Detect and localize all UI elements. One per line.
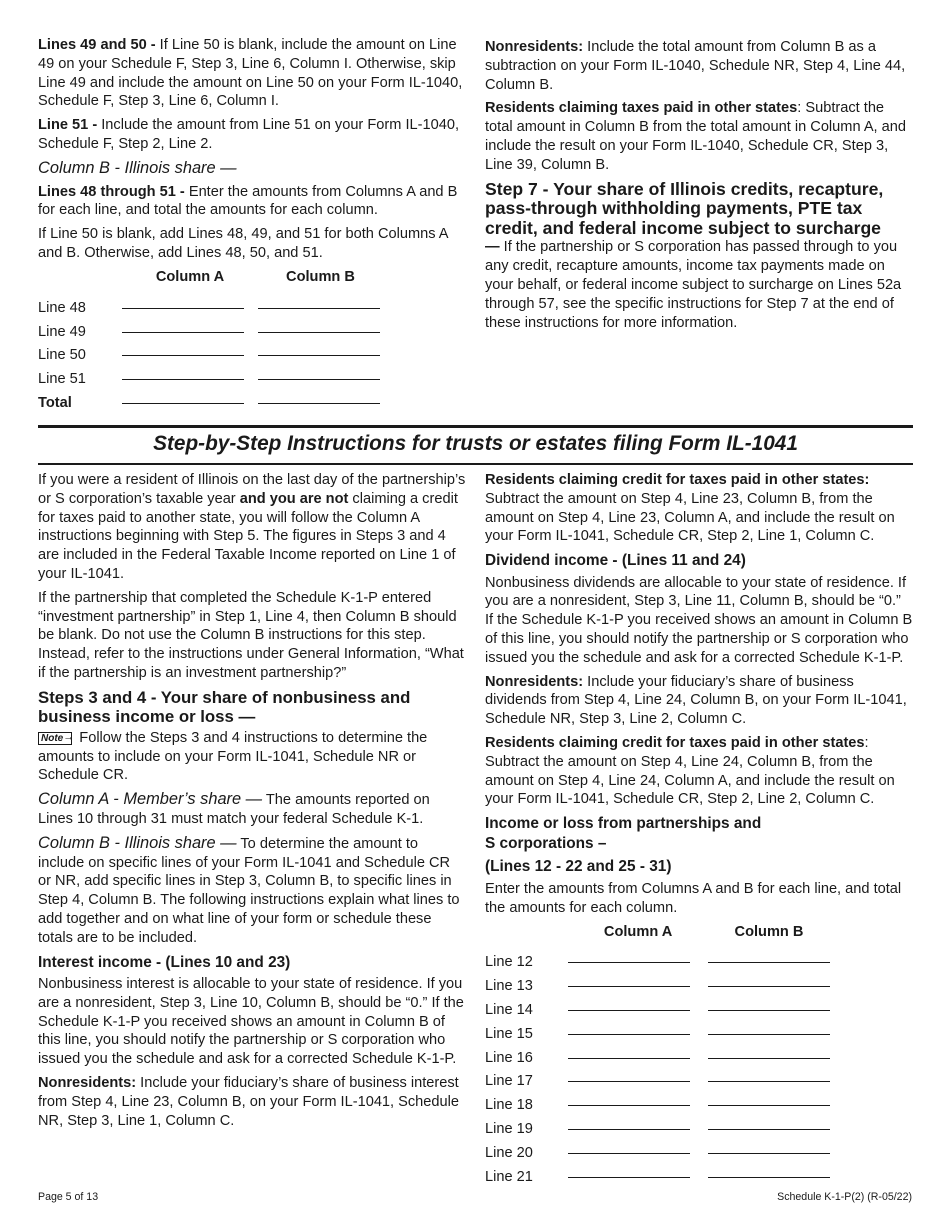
column-b-entry[interactable] [708, 1067, 830, 1091]
column-b-entry[interactable] [708, 1115, 830, 1139]
step-7-text: If the partnership or S corporation has passed through to you any credit, recapture amounts, income tax payments made on your behalf, or federal income subject to surcharge on Lines 52a through 57, see the specific instructions for Step 7 at the end of these instructions for more information. [485, 239, 902, 331]
column-a-entry[interactable] [568, 948, 708, 972]
column-a-entry[interactable] [568, 1091, 708, 1115]
residents-heading: Residents claiming taxes paid in other states [485, 100, 798, 117]
note-text: Follow the Steps 3 and 4 instructions to determine the amounts to include on your Form IL-1041, Schedule NR or Schedule CR. [38, 729, 428, 784]
row-label: Line 50 [38, 347, 86, 364]
nonresidents-dividend-paragraph [485, 673, 913, 729]
residents-text: Subtract the amount on Step 4, Line 23, Column B, from the amount on Step 4, Line 23, Column A, and include the result on your Form IL-1041, Schedule CR, Step 2, Line 1, Column C. [485, 490, 895, 545]
worksheet-row [485, 1139, 830, 1163]
column-b-entry[interactable] [708, 1020, 830, 1044]
column-b-entry[interactable] [708, 1044, 830, 1068]
section-banner-title: Step-by-Step Instructions for trusts or estates filing Form IL-1041 [153, 432, 798, 455]
column-a-header: Column A [155, 269, 225, 286]
step-7-paragraph [485, 238, 913, 332]
nonresidents-paragraph [485, 38, 913, 94]
column-b-paragraph [38, 834, 466, 948]
column-b-heading: Column B - Illinois share — [38, 833, 237, 852]
column-a-entry[interactable] [122, 365, 258, 389]
residents-paragraph [485, 99, 913, 174]
partnership-income-paragraph: Enter the amounts from Columns A and B for each line, and total the amounts for each column. [485, 880, 902, 916]
column-b-text: To determine the amount to include on specific lines of your Form IL-1041 and Schedule CR or NR, add specific lines in Step 3, Column B, to specific lines in Step 4, Column B. The following instructions explain what lines to add together and on what line of your form or schedule these totals are to be included. [38, 835, 460, 946]
nonresidents-text: Include your fiduciary’s share of business interest from Step 4, Line 23, Column B, on your Form IL-1041, Schedule NR, Step 3, Line 1, Column C. [38, 1075, 460, 1129]
nonresidents-text: Include the total amount from Column B as a subtraction on your Form IL-1040, Schedule NR, Step 4, Line 44, Column B. [485, 39, 906, 93]
column-a-entry[interactable] [568, 996, 708, 1020]
column-a-entry[interactable] [568, 972, 708, 996]
worksheet-row [485, 1020, 830, 1044]
residents-text: : Subtract the amount on Step 4, Line 24, Column B, from the amount on Step 4, Line 24, Column A, and include the result on your Form IL-1041, Schedule CR, Step 2, Line 2, Column C. [485, 735, 895, 808]
row-label: Line 17 [485, 1073, 533, 1090]
worksheet-row [485, 996, 830, 1020]
column-a-entry[interactable] [568, 1044, 708, 1068]
interest-income-heading: Interest income - (Lines 10 and 23) [38, 953, 291, 971]
worksheet-row [485, 972, 830, 996]
column-b-total[interactable] [258, 389, 383, 413]
partnership-income-heading-2: S corporations – [485, 834, 607, 852]
row-label: Line 15 [485, 1025, 533, 1042]
column-b-header: Column B [734, 923, 804, 940]
row-label: Line 49 [38, 323, 86, 340]
nonresidents-heading: Nonresidents: [485, 39, 584, 55]
step-7-heading: Step 7 - Your share of Illinois credits, recapture, pass-through withholding payments, PTE tax credit, and federal income subject to surcharge [485, 178, 884, 238]
column-a-entry[interactable] [568, 1067, 708, 1091]
dividend-income-heading: Dividend income - (Lines 11 and 24) [485, 552, 746, 570]
column-a-text: The amounts reported on Lines 10 through 31 must match your federal Schedule K-1. [38, 792, 430, 827]
nonresidents-text: Include your fiduciary’s share of business dividends from Step 4, Line 24, Column B, on your Form IL-1041, Schedule NR, Step 3, Line 2, Column C. [485, 673, 907, 728]
bottom-right-column [485, 471, 913, 1186]
column-b-entry[interactable] [258, 341, 383, 365]
column-b-entry[interactable] [708, 1091, 830, 1115]
residents-text: : Subtract the total amount in Column B from the total amount in Column A, and include the result on your Form IL-1040, Schedule CR, Step 3, Line 39, Column B. [485, 100, 907, 173]
row-label: Line 20 [485, 1144, 533, 1161]
top-right-column [485, 38, 913, 337]
total-label: Total [38, 394, 72, 411]
row-label: Line 14 [485, 1001, 533, 1018]
worksheet-row [485, 1044, 830, 1068]
column-b-entry[interactable] [708, 996, 830, 1020]
worksheet-row [38, 318, 383, 342]
residents-heading: Residents claiming credit for taxes paid in other states: [485, 472, 870, 488]
column-a-heading: Column A - Member’s share — [38, 790, 263, 809]
column-a-entry[interactable] [568, 1139, 708, 1163]
lines-49-50-text: If Line 50 is blank, include the amount on Line 49 on your Schedule F, Step 3, Line 6, Column I. Otherwise, skip Line 49 and include the amount on Line 50 on your Form IL-1040, Schedule F, Step 3, Line 6, Column I. [38, 37, 463, 110]
worksheet-row [38, 294, 383, 318]
worksheet-row [485, 1163, 830, 1187]
column-b-entry[interactable] [708, 1139, 830, 1163]
row-label: Line 12 [485, 954, 533, 971]
worksheet-lines-12-21 [485, 922, 830, 1186]
column-a-entry[interactable] [122, 341, 258, 365]
column-b-entry[interactable] [708, 972, 830, 996]
step-7-dash: — [485, 239, 500, 256]
worksheet-row [485, 1091, 830, 1115]
bottom-left-column [38, 471, 466, 1135]
column-b-entry[interactable] [258, 318, 383, 342]
line-50-blank-paragraph: If Line 50 is blank, add Lines 48, 49, and 51 for both Columns A and B. Otherwise, add Lines 48, 50, and 51. [38, 226, 448, 261]
line-51-text: Include the amount from Line 51 on your Form IL-1040, Schedule F, Step 2, Line 2. [38, 117, 460, 152]
partnership-income-heading-3: (Lines 12 - 22 and 25 - 31) [485, 858, 672, 876]
worksheet-row [485, 948, 830, 972]
column-a-entry[interactable] [122, 318, 258, 342]
lines-49-50-paragraph [38, 36, 466, 111]
row-label: Line 21 [485, 1168, 533, 1185]
lines-48-51-heading: Lines 48 through 51 - [38, 183, 185, 200]
nonresidents-heading: Nonresidents: [38, 1075, 137, 1092]
dividend-income-paragraph: Nonbusiness dividends are allocable to your state of residence. If you are a nonresident, Step 3, Line 11, Column B, should be “0.” If the Schedule K-1-P you received shows an amount in Column B of this line, you should notify the partnership or S corporation who issued you the schedule and ask for a corrected Schedule K-1-P. [485, 574, 913, 666]
intro-text-a: If you were a resident of Illinois on the last day of the partnership’s or S corporation’s taxable year [38, 472, 466, 507]
column-b-entry[interactable] [708, 948, 830, 972]
row-label: Line 19 [485, 1120, 533, 1137]
worksheet-row [38, 365, 383, 389]
column-a-total[interactable] [122, 389, 258, 413]
worksheet-row [38, 341, 383, 365]
row-label: Line 16 [485, 1049, 533, 1066]
worksheet-row [485, 1067, 830, 1091]
column-a-paragraph [38, 790, 466, 829]
worksheet-total-row [38, 389, 383, 413]
column-b-entry[interactable] [258, 294, 383, 318]
page-number: Page 5 of 13 [38, 1191, 99, 1203]
lines-48-51-text: Enter the amounts from Columns A and B for each line, and total the amounts for each column. [38, 183, 458, 219]
column-a-entry[interactable] [568, 1163, 708, 1187]
residents-heading: Residents claiming credit for taxes paid in other states [485, 735, 865, 752]
note-icon: Note → [38, 732, 72, 745]
column-b-entry[interactable] [258, 365, 383, 389]
residents-interest-paragraph [485, 471, 913, 546]
residents-dividend-paragraph [485, 734, 913, 809]
form-identifier: Schedule K-1-P(2) (R-05/22) [777, 1191, 912, 1203]
row-label: Line 48 [38, 299, 86, 316]
interest-income-paragraph: Nonbusiness interest is allocable to your state of residence. If you are a nonresident, Step 3, Line 10, Column B, should be “0.” If the Schedule K-1-P you received shows an amount in Column B of this line, you should notify the partnership or S corporation who issued you the schedule and ask for a corrected Schedule K-1-P. [38, 976, 464, 1068]
intro-paragraph [38, 471, 466, 584]
banner-rule-bottom [38, 463, 913, 465]
column-a-entry[interactable] [122, 294, 258, 318]
partnership-income-heading-1: Income or loss from partnerships and [485, 815, 762, 833]
column-b-header: Column B [286, 269, 355, 286]
column-a-entry[interactable] [568, 1115, 708, 1139]
banner-rule-top [38, 425, 913, 428]
line-51-paragraph [38, 116, 466, 154]
nonresidents-interest-paragraph [38, 1074, 466, 1130]
column-a-header: Column A [603, 923, 673, 940]
note-paragraph [38, 729, 466, 785]
lines-48-51-paragraph [38, 183, 466, 221]
worksheet-lines-48-51 [38, 268, 383, 413]
worksheet-row [485, 1115, 830, 1139]
row-label: Line 51 [38, 371, 86, 388]
nonresidents-heading: Nonresidents: [485, 673, 584, 690]
top-left-column [38, 36, 466, 413]
row-label: Line 13 [485, 978, 533, 995]
steps-3-4-heading: Steps 3 and 4 - Your share of nonbusiness and business income or loss — [38, 687, 411, 727]
investment-partnership-paragraph: If the partnership that completed the Schedule K-1-P entered “investment partnership” in Step 1, Line 4, then Column B should be blank. Do not use the Column B instructions for this step. Instead, refer to the instructions under General Information, “What if the partnership is an investment partnership?” [38, 589, 464, 681]
column-b-entry[interactable] [708, 1163, 830, 1187]
intro-text-c: claiming a credit for taxes paid to another state, you will follow the Column A instructions beginning with Step 5. The figures in Steps 3 and 4 are included in the Federal Taxable Income reported on Line 1 of your IL-1041. [38, 490, 458, 582]
line-51-heading: Line 51 - [38, 117, 98, 134]
row-label: Line 18 [485, 1097, 533, 1114]
column-a-entry[interactable] [568, 1020, 708, 1044]
intro-text-bold: and you are not [239, 490, 349, 507]
lines-49-50-heading: Lines 49 and 50 - [38, 37, 156, 53]
column-b-heading: Column B - Illinois share — [38, 158, 237, 177]
